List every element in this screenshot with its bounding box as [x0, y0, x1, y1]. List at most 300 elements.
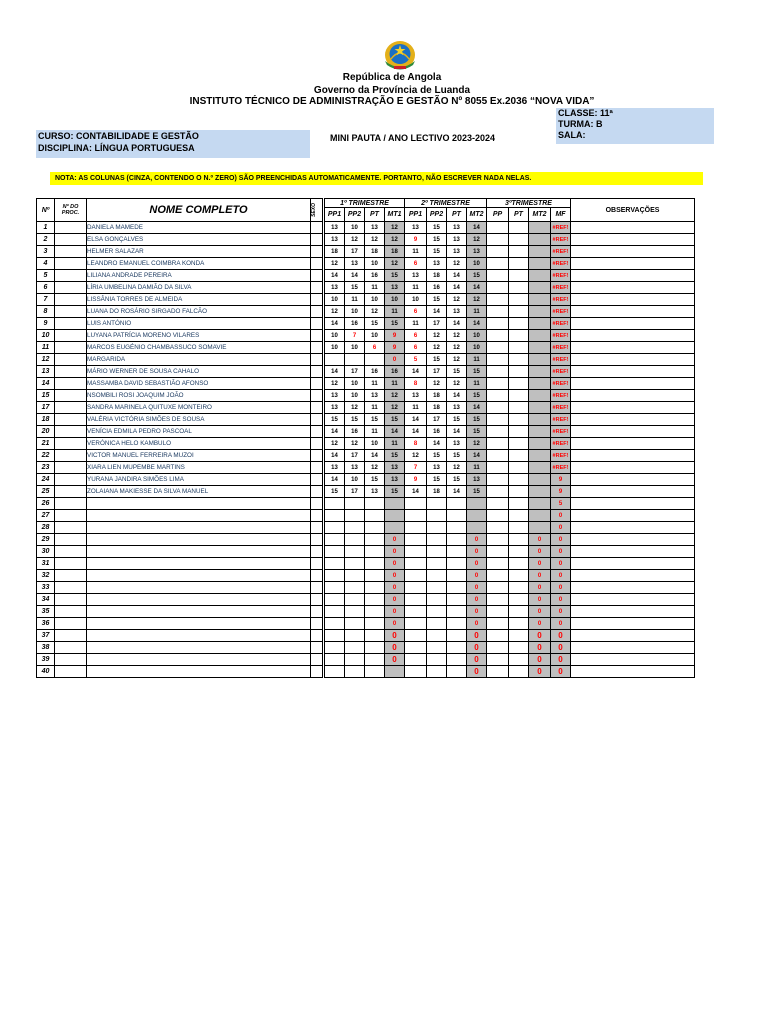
grade-cell: 10	[405, 294, 427, 306]
grade-cell: 16	[427, 282, 447, 294]
grade-cell: 18	[325, 246, 345, 258]
grade-cell: 10	[345, 306, 365, 318]
pt3-cell	[509, 402, 529, 414]
observations-cell	[571, 642, 695, 654]
student-name: XIARA LIEN MUPEMBE MARTINS	[87, 462, 311, 474]
table-row	[37, 486, 695, 498]
grade-cell: 13	[447, 438, 467, 450]
sexo-cell	[311, 582, 323, 594]
mt2-cell: 0	[467, 582, 487, 594]
mf-cell: #REF!	[551, 330, 571, 342]
mt2-cell: 13	[467, 474, 487, 486]
mt3-cell: 0	[529, 582, 551, 594]
grade-cell: 12	[447, 294, 467, 306]
mt2-cell: 0	[467, 666, 487, 678]
grade-cell: 15	[427, 474, 447, 486]
mt1-cell: 12	[385, 234, 405, 246]
subheader-t3-3: MF	[551, 208, 571, 222]
mt3-cell	[529, 234, 551, 246]
subheader-t2-3: MT2	[467, 208, 487, 222]
grade-cell: 13	[345, 258, 365, 270]
pt3-cell	[509, 666, 529, 678]
mt2-cell: 11	[467, 378, 487, 390]
proc-cell	[55, 438, 87, 450]
proc-cell	[55, 318, 87, 330]
pt3-cell	[509, 618, 529, 630]
grade-cell	[365, 630, 385, 642]
mf-cell: #REF!	[551, 270, 571, 282]
grade-cell	[447, 642, 467, 654]
observations-cell	[571, 390, 695, 402]
sexo-cell	[311, 270, 323, 282]
observations-cell	[571, 510, 695, 522]
pt3-cell	[509, 294, 529, 306]
observations-cell	[571, 462, 695, 474]
student-name	[87, 666, 311, 678]
grade-cell: 12	[325, 306, 345, 318]
table-row	[37, 246, 695, 258]
student-name: LISSÂNIA TORRES DE ALMEIDA	[87, 294, 311, 306]
sexo-cell	[311, 618, 323, 630]
grade-cell	[365, 606, 385, 618]
grades-table	[36, 198, 695, 678]
mt3-cell	[529, 294, 551, 306]
mt2-cell: 11	[467, 462, 487, 474]
observations-cell	[571, 522, 695, 534]
mt3-cell	[529, 366, 551, 378]
grade-cell	[405, 582, 427, 594]
row-number: 38	[37, 642, 55, 654]
mf-cell: #REF!	[551, 402, 571, 414]
sexo-cell	[311, 654, 323, 666]
grade-cell	[325, 498, 345, 510]
row-number: 5	[37, 270, 55, 282]
grade-cell: 10	[345, 222, 365, 234]
mt1-cell	[385, 498, 405, 510]
grade-cell	[365, 534, 385, 546]
sexo-cell	[311, 342, 323, 354]
mt3-cell: 0	[529, 618, 551, 630]
student-name: VERÓNICA HELO KAMBULO	[87, 438, 311, 450]
observations-cell	[571, 438, 695, 450]
grade-cell: 10	[345, 474, 365, 486]
proc-cell	[55, 534, 87, 546]
pt3-cell	[509, 450, 529, 462]
grade-cell	[365, 498, 385, 510]
grade-cell	[427, 510, 447, 522]
proc-cell	[55, 642, 87, 654]
row-number: 3	[37, 246, 55, 258]
mt2-cell: 0	[467, 594, 487, 606]
sexo-cell	[311, 402, 323, 414]
pp3-cell	[487, 570, 509, 582]
mt1-cell: 0	[385, 534, 405, 546]
pt3-cell	[509, 438, 529, 450]
grade-cell	[427, 546, 447, 558]
grade-cell	[325, 570, 345, 582]
grade-cell: 17	[345, 450, 365, 462]
grade-cell	[447, 630, 467, 642]
grade-cell: 12	[325, 378, 345, 390]
observations-cell	[571, 450, 695, 462]
mt2-cell: 10	[467, 258, 487, 270]
grade-cell: 16	[345, 318, 365, 330]
pt3-cell	[509, 390, 529, 402]
grade-cell	[447, 594, 467, 606]
row-number: 32	[37, 570, 55, 582]
grade-cell: 13	[325, 402, 345, 414]
grade-cell: 12	[427, 342, 447, 354]
row-number: 34	[37, 594, 55, 606]
pp3-cell	[487, 654, 509, 666]
student-name	[87, 606, 311, 618]
pt3-cell	[509, 414, 529, 426]
pt3-cell	[509, 582, 529, 594]
grade-cell	[447, 558, 467, 570]
pp3-cell	[487, 306, 509, 318]
mt1-cell: 9	[385, 342, 405, 354]
grade-cell: 13	[365, 486, 385, 498]
disciplina-label: DISCIPLINA: LÍNGUA PORTUGUESA	[38, 143, 195, 153]
mf-cell: 0	[551, 522, 571, 534]
mt1-cell: 0	[385, 618, 405, 630]
sexo-cell	[311, 450, 323, 462]
grade-cell: 15	[427, 222, 447, 234]
grade-cell	[345, 606, 365, 618]
mf-cell: #REF!	[551, 438, 571, 450]
mt1-cell: 14	[385, 426, 405, 438]
mt3-cell	[529, 354, 551, 366]
grade-cell	[345, 546, 365, 558]
sexo-cell	[311, 318, 323, 330]
grade-cell: 14	[405, 486, 427, 498]
grade-cell: 14	[447, 390, 467, 402]
sexo-cell	[311, 426, 323, 438]
mt2-cell: 15	[467, 390, 487, 402]
observations-cell	[571, 582, 695, 594]
grade-cell	[365, 510, 385, 522]
grade-cell	[405, 642, 427, 654]
table-row	[37, 294, 695, 306]
grade-cell	[427, 630, 447, 642]
mt2-cell: 0	[467, 618, 487, 630]
sexo-cell	[311, 606, 323, 618]
row-number: 15	[37, 390, 55, 402]
grade-cell	[427, 654, 447, 666]
grade-cell: 11	[365, 378, 385, 390]
table-row	[37, 222, 695, 234]
student-name: ELSA GONÇALVES	[87, 234, 311, 246]
row-number: 9	[37, 318, 55, 330]
sexo-cell	[311, 510, 323, 522]
grade-cell	[345, 570, 365, 582]
pt3-cell	[509, 366, 529, 378]
mf-cell: 9	[551, 486, 571, 498]
grade-cell: 15	[427, 246, 447, 258]
proc-cell	[55, 510, 87, 522]
pt3-cell	[509, 570, 529, 582]
grade-cell: 13	[405, 270, 427, 282]
mf-cell: 0	[551, 642, 571, 654]
grade-cell: 16	[365, 366, 385, 378]
proc-cell	[55, 330, 87, 342]
mt3-cell: 0	[529, 594, 551, 606]
table-row	[37, 354, 695, 366]
pt3-cell	[509, 426, 529, 438]
grade-cell: 10	[365, 258, 385, 270]
grade-cell	[345, 522, 365, 534]
table-row	[37, 582, 695, 594]
mf-cell: 0	[551, 582, 571, 594]
mt1-cell: 0	[385, 594, 405, 606]
grade-cell	[345, 618, 365, 630]
mf-cell: 0	[551, 618, 571, 630]
grade-cell	[365, 642, 385, 654]
student-name: NSOMBILI ROSI JOAQUIM JOÃO	[87, 390, 311, 402]
table-row	[37, 558, 695, 570]
table-row	[37, 654, 695, 666]
proc-cell	[55, 462, 87, 474]
grade-cell: 14	[345, 270, 365, 282]
grade-cell: 13	[325, 462, 345, 474]
mf-cell: 0	[551, 534, 571, 546]
grade-cell	[447, 666, 467, 678]
grade-cell	[447, 546, 467, 558]
grade-cell: 10	[365, 438, 385, 450]
province-title-text: Governo da Província de Luanda	[313, 85, 471, 96]
mt1-cell: 12	[385, 390, 405, 402]
sexo-cell	[311, 306, 323, 318]
subheader-t2-1: PP2	[427, 208, 447, 222]
pp3-cell	[487, 630, 509, 642]
observations-cell	[571, 474, 695, 486]
student-name: LÍRIA UMBELINA DAMIÃO DA SILVA	[87, 282, 311, 294]
grade-cell	[405, 534, 427, 546]
pp3-cell	[487, 450, 509, 462]
row-number: 29	[37, 534, 55, 546]
proc-cell	[55, 594, 87, 606]
row-number: 39	[37, 654, 55, 666]
mf-cell: #REF!	[551, 426, 571, 438]
grade-cell: 15	[427, 294, 447, 306]
mt3-cell	[529, 438, 551, 450]
observations-cell	[571, 426, 695, 438]
grade-cell: 14	[325, 426, 345, 438]
row-number: 17	[37, 402, 55, 414]
table-row	[37, 462, 695, 474]
pt3-cell	[509, 222, 529, 234]
proc-cell	[55, 558, 87, 570]
observations-cell	[571, 498, 695, 510]
grade-cell: 6	[405, 330, 427, 342]
grade-cell: 12	[447, 258, 467, 270]
grade-cell	[447, 606, 467, 618]
grade-cell	[405, 606, 427, 618]
pp3-cell	[487, 558, 509, 570]
proc-cell	[55, 630, 87, 642]
grade-cell	[345, 642, 365, 654]
grade-cell	[405, 654, 427, 666]
sexo-cell	[311, 234, 323, 246]
grade-cell: 6	[405, 342, 427, 354]
grade-cell	[345, 498, 365, 510]
mt2-cell: 0	[467, 606, 487, 618]
mt1-cell: 13	[385, 462, 405, 474]
sexo-cell	[311, 594, 323, 606]
mt3-cell	[529, 402, 551, 414]
sexo-cell	[311, 246, 323, 258]
table-row	[37, 366, 695, 378]
grade-cell: 11	[405, 282, 427, 294]
pt3-cell	[509, 258, 529, 270]
mt1-cell: 15	[385, 270, 405, 282]
student-name: LUYANA PATRÍCIA MORENO VILARES	[87, 330, 311, 342]
proc-cell	[55, 378, 87, 390]
pp3-cell	[487, 414, 509, 426]
subheader-t1-2: PT	[365, 208, 385, 222]
proc-cell	[55, 654, 87, 666]
grade-cell: 12	[345, 402, 365, 414]
grade-cell: 12	[447, 330, 467, 342]
mt1-cell: 0	[385, 606, 405, 618]
grade-cell	[405, 498, 427, 510]
trimestre-3-header: 3ºTRIMESTRE	[487, 199, 571, 208]
subheader-t3-0: PP	[487, 208, 509, 222]
curso-label: CURSO: CONTABILIDADE E GESTÃO	[38, 131, 199, 141]
table-row	[37, 390, 695, 402]
table-row	[37, 594, 695, 606]
pp3-cell	[487, 522, 509, 534]
row-number: 2	[37, 234, 55, 246]
student-name: LUIS ANTÓNIO	[87, 318, 311, 330]
table-row	[37, 270, 695, 282]
mt2-cell: 12	[467, 294, 487, 306]
observations-cell	[571, 222, 695, 234]
mt2-cell: 0	[467, 534, 487, 546]
pp3-cell	[487, 462, 509, 474]
mt1-cell: 15	[385, 450, 405, 462]
table-row	[37, 402, 695, 414]
grade-cell: 6	[365, 342, 385, 354]
proc-cell	[55, 450, 87, 462]
grade-cell	[325, 354, 345, 366]
grade-cell: 11	[405, 402, 427, 414]
proc-cell	[55, 390, 87, 402]
student-name: VICTOR MANUEL FERREIRA MUZOI	[87, 450, 311, 462]
grade-cell	[325, 654, 345, 666]
grade-cell: 13	[325, 390, 345, 402]
grade-cell: 15	[325, 486, 345, 498]
proc-cell	[55, 618, 87, 630]
sexo-cell	[311, 414, 323, 426]
mt2-cell: 10	[467, 330, 487, 342]
mf-cell: 0	[551, 546, 571, 558]
table-row	[37, 282, 695, 294]
mt2-cell: 13	[467, 246, 487, 258]
grade-cell: 14	[447, 270, 467, 282]
grade-cell: 13	[365, 222, 385, 234]
mt2-cell	[467, 498, 487, 510]
grade-cell: 17	[427, 366, 447, 378]
mf-cell: #REF!	[551, 234, 571, 246]
grade-cell	[427, 498, 447, 510]
mt3-cell: 0	[529, 570, 551, 582]
grade-cell: 6	[405, 306, 427, 318]
student-name: MASSAMBA DAVID SEBASTIÃO AFONSO	[87, 378, 311, 390]
table-row	[37, 438, 695, 450]
table-row	[37, 414, 695, 426]
subheader-t1-3: MT1	[385, 208, 405, 222]
proc-cell	[55, 474, 87, 486]
observations-cell	[571, 606, 695, 618]
student-name: LUANA DO ROSÁRIO SIRGADO FALCÃO	[87, 306, 311, 318]
grade-cell: 15	[447, 450, 467, 462]
mt2-cell	[467, 510, 487, 522]
row-number: 18	[37, 414, 55, 426]
mt3-cell	[529, 522, 551, 534]
grade-cell: 13	[365, 390, 385, 402]
col-name-header: NOME COMPLETO	[87, 199, 311, 222]
mt1-cell: 0	[385, 642, 405, 654]
grade-cell: 14	[447, 318, 467, 330]
mf-cell: #REF!	[551, 354, 571, 366]
pp3-cell	[487, 582, 509, 594]
mt2-cell	[467, 522, 487, 534]
institute-title: INSTITUTO TÉCNICO DE ADMINISTRAÇÃO E GESTÃO Nº 8055 Ex.2036 “NOVA VIDA”	[189, 96, 595, 107]
grade-cell	[427, 582, 447, 594]
mf-cell: #REF!	[551, 390, 571, 402]
proc-cell	[55, 522, 87, 534]
grade-cell: 12	[365, 462, 385, 474]
mf-cell: #REF!	[551, 306, 571, 318]
grade-cell: 12	[447, 462, 467, 474]
proc-cell	[55, 366, 87, 378]
grade-cell: 15	[427, 234, 447, 246]
pt3-cell	[509, 606, 529, 618]
proc-cell	[55, 570, 87, 582]
student-name: VALÉRIA VICTÓRIA SIMÕES DE SOUSA	[87, 414, 311, 426]
grade-cell	[447, 582, 467, 594]
pp3-cell	[487, 618, 509, 630]
grade-cell: 15	[345, 282, 365, 294]
proc-cell	[55, 666, 87, 678]
grade-cell	[345, 558, 365, 570]
table-row	[37, 450, 695, 462]
grade-cell: 16	[345, 426, 365, 438]
mt3-cell	[529, 426, 551, 438]
observations-cell	[571, 618, 695, 630]
mt1-cell: 15	[385, 318, 405, 330]
student-name: ZOLAIANA MAKIESSE DA SILVA MANUEL	[87, 486, 311, 498]
pt3-cell	[509, 246, 529, 258]
sexo-cell	[311, 354, 323, 366]
angola-emblem-icon	[380, 37, 420, 71]
grade-cell	[427, 522, 447, 534]
sexo-cell	[311, 378, 323, 390]
row-number: 26	[37, 498, 55, 510]
grade-cell: 13	[447, 246, 467, 258]
pt3-cell	[509, 318, 529, 330]
student-name	[87, 558, 311, 570]
grade-cell: 14	[325, 318, 345, 330]
grade-cell: 5	[405, 354, 427, 366]
mt2-cell: 0	[467, 630, 487, 642]
grade-cell: 14	[427, 306, 447, 318]
grade-cell: 9	[405, 234, 427, 246]
sala-label: SALA:	[558, 130, 586, 140]
mt2-cell: 14	[467, 222, 487, 234]
student-name: HELMER SALAZAR	[87, 246, 311, 258]
